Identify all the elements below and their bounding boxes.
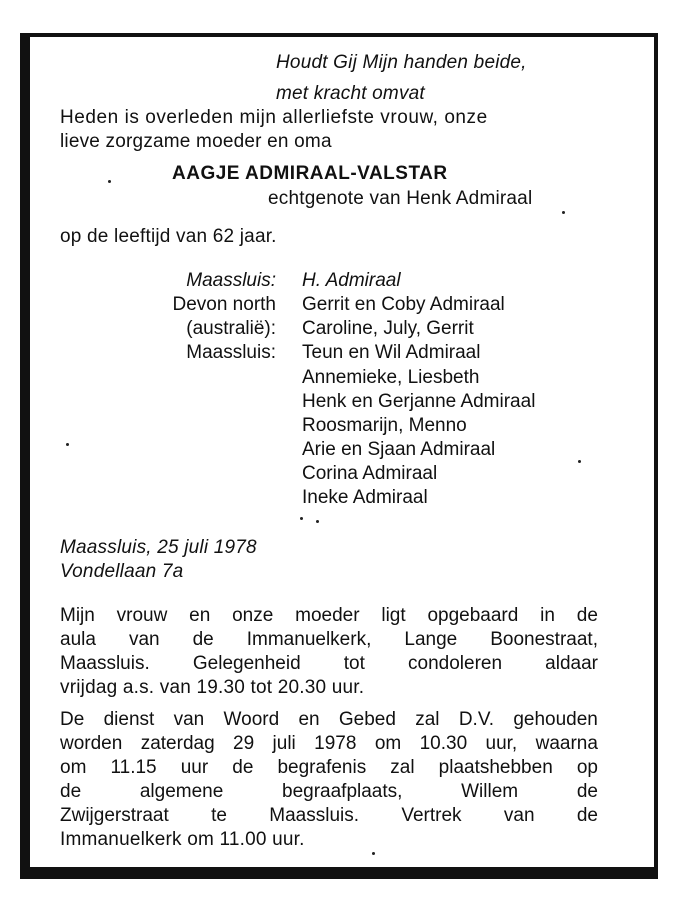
viewing-line-4: vrijdag a.s. van 19.30 tot 20.30 uur. bbox=[60, 677, 365, 698]
place-devon-north: Devon north bbox=[172, 294, 276, 315]
service-line-3: om 11.15 uur de begrafenis zal plaatshebben op bbox=[60, 757, 598, 778]
family-name-10: Ineke Admiraal bbox=[302, 487, 428, 508]
family-name-2: Gerrit en Coby Admiraal bbox=[302, 294, 505, 315]
family-name-8: Arie en Sjaan Admiraal bbox=[302, 439, 496, 460]
family-name-6: Henk en Gerjanne Admiraal bbox=[302, 391, 536, 412]
family-name-3: Caroline, July, Gerrit bbox=[302, 318, 474, 339]
service-line-4: de algemene begraafplaats, Willem de bbox=[60, 781, 598, 802]
place-maassluis-2: Maassluis: bbox=[186, 342, 276, 363]
viewing-line-3: Maassluis. Gelegenheid tot condoleren aldaar bbox=[60, 653, 598, 674]
deceased-name: AAGJE ADMIRAAL-VALSTAR bbox=[172, 163, 448, 184]
service-line-2: worden zaterdag 29 juli 1978 om 10.30 uur, waarna bbox=[60, 733, 598, 754]
age-line: op de leeftijd van 62 jaar. bbox=[60, 226, 277, 247]
spouse-line: echtgenote van Henk Admiraal bbox=[268, 188, 533, 209]
sender-place-date: Maassluis, 25 juli 1978 bbox=[60, 537, 257, 558]
scan-speck bbox=[562, 211, 565, 214]
epigraph-line-1: Houdt Gij Mijn handen beide, bbox=[276, 52, 527, 73]
scan-speck bbox=[108, 180, 111, 183]
scan-speck bbox=[372, 852, 375, 855]
viewing-line-2: aula van de Immanuelkerk, Lange Boonestraat, bbox=[60, 629, 598, 650]
family-name-1: H. Admiraal bbox=[302, 270, 401, 291]
scan-speck bbox=[578, 460, 581, 463]
scan-speck bbox=[66, 443, 69, 446]
service-line-1: De dienst van Woord en Gebed zal D.V. gehouden bbox=[60, 709, 598, 730]
intro-line-1: Heden is overleden mijn allerliefste vrouw, onze bbox=[60, 107, 488, 128]
intro-line-2: lieve zorgzame moeder en oma bbox=[60, 131, 332, 152]
epigraph-line-2: met kracht omvat bbox=[276, 83, 425, 104]
family-name-9: Corina Admiraal bbox=[302, 463, 438, 484]
family-name-7: Roosmarijn, Menno bbox=[302, 415, 467, 436]
viewing-line-1: Mijn vrouw en onze moeder ligt opgebaard in de bbox=[60, 605, 598, 626]
service-line-6: Immanuelkerk om 11.00 uur. bbox=[60, 829, 305, 850]
family-name-4: Teun en Wil Admiraal bbox=[302, 342, 481, 363]
scan-speck bbox=[300, 517, 303, 520]
place-maassluis-1: Maassluis: bbox=[186, 270, 276, 291]
place-australie: (australië): bbox=[186, 318, 276, 339]
family-name-5: Annemieke, Liesbeth bbox=[302, 367, 480, 388]
scan-speck bbox=[316, 520, 319, 523]
service-line-5: Zwijgerstraat te Maassluis. Vertrek van de bbox=[60, 805, 598, 826]
sender-address: Vondellaan 7a bbox=[60, 561, 184, 582]
